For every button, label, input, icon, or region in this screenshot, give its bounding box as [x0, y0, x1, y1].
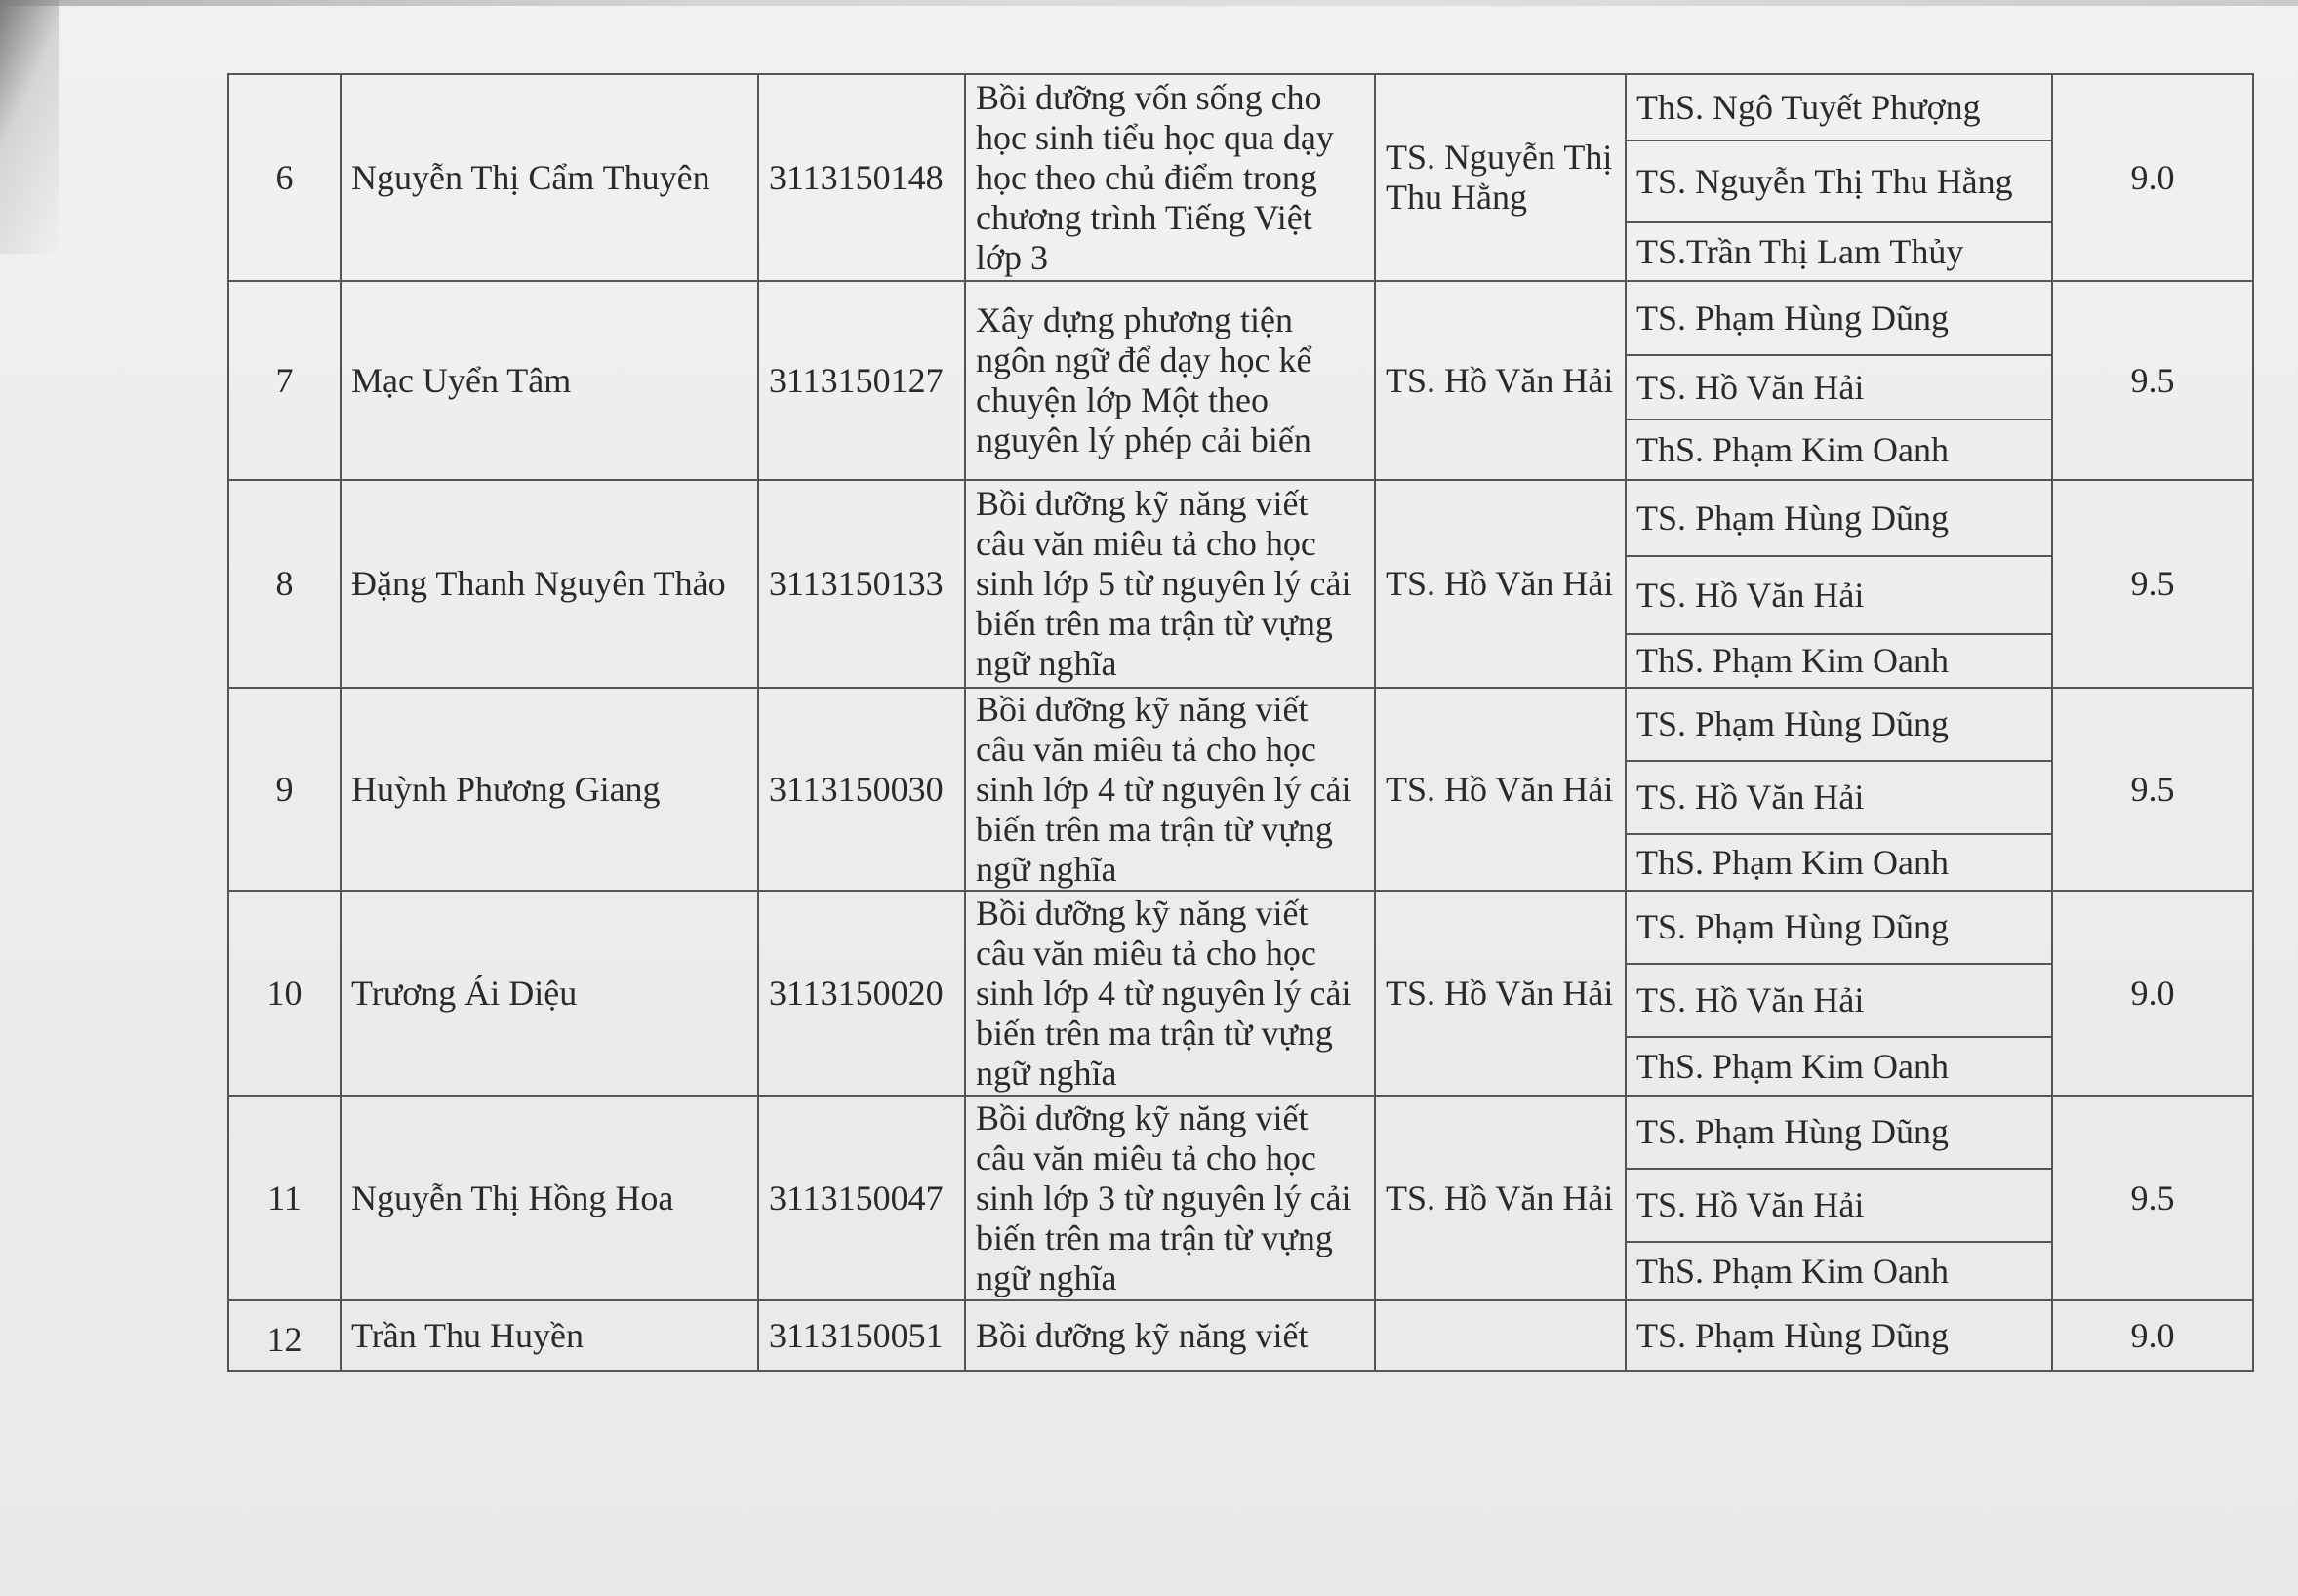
advisor: TS. Hồ Văn Hải — [1375, 688, 1626, 891]
table-row — [228, 281, 2253, 355]
committee-member: ThS. Phạm Kim Oanh — [1626, 419, 2052, 480]
student-name: Huỳnh Phương Giang — [341, 688, 758, 891]
committee-member: TS. Hồ Văn Hải — [1626, 355, 2052, 419]
committee-member: TS. Phạm Hùng Dũng — [1626, 281, 2052, 355]
table-row — [228, 1096, 2253, 1169]
committee-member: TS. Phạm Hùng Dũng — [1626, 1300, 2052, 1371]
table-row — [228, 688, 2253, 761]
committee-member: ThS. Phạm Kim Oanh — [1626, 1242, 2052, 1300]
committee-member: ThS. Phạm Kim Oanh — [1626, 1037, 2052, 1096]
committee-member: TS. Phạm Hùng Dũng — [1626, 688, 2052, 761]
advisor: TS. Hồ Văn Hải — [1375, 480, 1626, 688]
thesis-topic: Bồi dưỡng kỹ năng viết câu văn miêu tả cho học sinh lớp 4 từ nguyên lý cải biến trên ma trận từ vựng ngữ nghĩa — [965, 891, 1375, 1096]
row-number: 6 — [228, 74, 341, 281]
advisor: TS. Hồ Văn Hải — [1375, 1096, 1626, 1300]
thesis-topic: Xây dựng phương tiện ngôn ngữ để dạy học kể chuyện lớp Một theo nguyên lý phép cải biến — [965, 281, 1375, 480]
student-id: 3113150127 — [758, 281, 965, 480]
row-number: 9 — [228, 688, 341, 891]
committee-member: TS. Phạm Hùng Dũng — [1626, 480, 2052, 556]
table-row — [228, 74, 2253, 140]
table-row — [228, 480, 2253, 556]
page-top-edge — [0, 0, 2298, 6]
row-number: 12 — [228, 1300, 341, 1371]
committee-member: TS. Hồ Văn Hải — [1626, 964, 2052, 1037]
committee-member: TS. Nguyễn Thị Thu Hằng — [1626, 140, 2052, 222]
row-number: 11 — [228, 1096, 341, 1300]
score: 9.5 — [2052, 1096, 2253, 1300]
committee-member: TS. Hồ Văn Hải — [1626, 556, 2052, 634]
thesis-topic: Bồi dưỡng kỹ năng viết — [965, 1300, 1375, 1371]
student-name: Trương Ái Diệu — [341, 891, 758, 1096]
score: 9.0 — [2052, 1300, 2253, 1371]
student-name: Trần Thu Huyền — [341, 1300, 758, 1371]
row-number: 10 — [228, 891, 341, 1096]
student-name: Nguyễn Thị Cẩm Thuyên — [341, 74, 758, 281]
score: 9.5 — [2052, 281, 2253, 480]
committee-member: ThS. Ngô Tuyết Phượng — [1626, 74, 2052, 140]
student-id: 3113150148 — [758, 74, 965, 281]
page-edge-shadow — [0, 0, 59, 254]
student-id: 3113150047 — [758, 1096, 965, 1300]
student-id: 3113150030 — [758, 688, 965, 891]
committee-member: TS. Hồ Văn Hải — [1626, 1169, 2052, 1242]
row-number: 8 — [228, 480, 341, 688]
student-name: Đặng Thanh Nguyên Thảo — [341, 480, 758, 688]
committee-member: ThS. Phạm Kim Oanh — [1626, 634, 2052, 688]
committee-member: TS.Trần Thị Lam Thủy — [1626, 222, 2052, 281]
score: 9.5 — [2052, 688, 2253, 891]
student-name: Mạc Uyển Tâm — [341, 281, 758, 480]
advisor — [1375, 1300, 1626, 1371]
table-row — [228, 891, 2253, 964]
student-id: 3113150133 — [758, 480, 965, 688]
table-row — [228, 1300, 2253, 1371]
committee-member: ThS. Phạm Kim Oanh — [1626, 834, 2052, 891]
thesis-topic: Bồi dưỡng kỹ năng viết câu văn miêu tả cho học sinh lớp 4 từ nguyên lý cải biến trên ma trận từ vựng ngữ nghĩa — [965, 688, 1375, 891]
thesis-topic: Bồi dưỡng vốn sống cho học sinh tiểu học qua dạy học theo chủ điểm trong chương trình Tiếng Việt lớp 3 — [965, 74, 1375, 281]
thesis-topic: Bồi dưỡng kỹ năng viết câu văn miêu tả cho học sinh lớp 5 từ nguyên lý cải biến trên ma trận từ vựng ngữ nghĩa — [965, 480, 1375, 688]
advisor: TS. Nguyễn Thị Thu Hằng — [1375, 74, 1626, 281]
committee-member: TS. Hồ Văn Hải — [1626, 761, 2052, 834]
advisor: TS. Hồ Văn Hải — [1375, 891, 1626, 1096]
student-id: 3113150051 — [758, 1300, 965, 1371]
committee-member: TS. Phạm Hùng Dũng — [1626, 1096, 2052, 1169]
advisor: TS. Hồ Văn Hải — [1375, 281, 1626, 480]
student-id: 3113150020 — [758, 891, 965, 1096]
score: 9.5 — [2052, 480, 2253, 688]
row-number: 7 — [228, 281, 341, 480]
student-name: Nguyễn Thị Hồng Hoa — [341, 1096, 758, 1300]
score: 9.0 — [2052, 891, 2253, 1096]
score: 9.0 — [2052, 74, 2253, 281]
thesis-topic: Bồi dưỡng kỹ năng viết câu văn miêu tả cho học sinh lớp 3 từ nguyên lý cải biến trên ma trận từ vựng ngữ nghĩa — [965, 1096, 1375, 1300]
committee-member: TS. Phạm Hùng Dũng — [1626, 891, 2052, 964]
thesis-results-table — [227, 73, 2254, 1372]
